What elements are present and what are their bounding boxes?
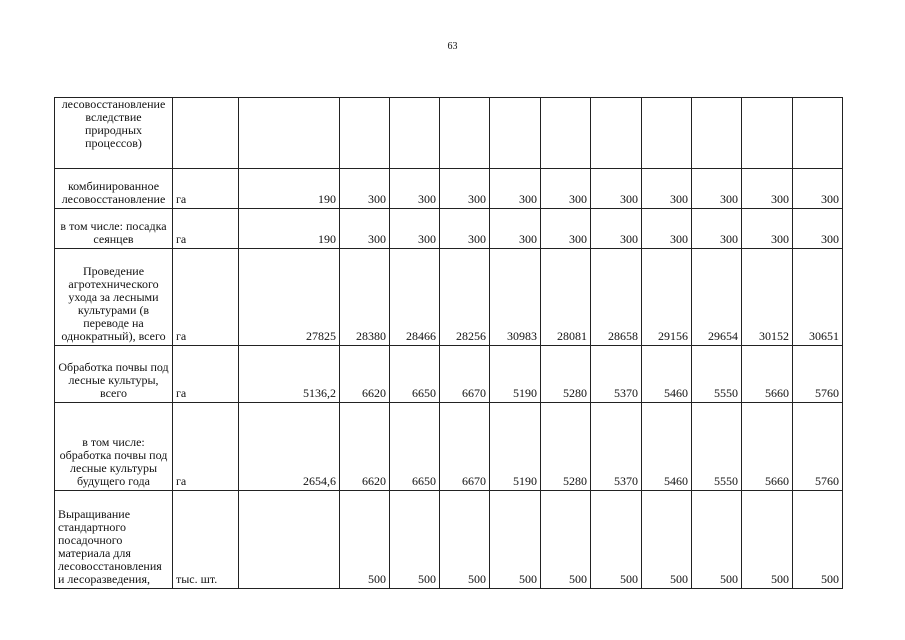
row-label: в том числе: обработка почвы под лесные культуры будущего года xyxy=(55,403,173,491)
value-cell: 300 xyxy=(440,169,490,209)
value-cell: 190 xyxy=(239,209,340,249)
value-cell xyxy=(642,98,692,169)
table-row xyxy=(55,491,843,589)
value-cell: 6650 xyxy=(390,403,440,491)
row-label: Обработка почвы под лесные культуры, всего xyxy=(55,346,173,403)
value-cell: 190 xyxy=(239,169,340,209)
value-cell: 300 xyxy=(692,209,742,249)
value-cell: 6650 xyxy=(390,346,440,403)
value-cell xyxy=(340,98,390,169)
value-cell: 5760 xyxy=(793,346,843,403)
value-cell: 28380 xyxy=(340,249,390,346)
value-cell: 500 xyxy=(692,491,742,589)
value-cell: 500 xyxy=(541,491,591,589)
value-cell: 500 xyxy=(642,491,692,589)
value-cell: 300 xyxy=(793,209,843,249)
value-cell: 300 xyxy=(642,169,692,209)
value-cell: 300 xyxy=(642,209,692,249)
value-cell: 300 xyxy=(340,209,390,249)
value-cell: 300 xyxy=(390,209,440,249)
value-cell: 300 xyxy=(541,169,591,209)
value-cell: 30651 xyxy=(793,249,843,346)
value-cell: 300 xyxy=(541,209,591,249)
value-cell: 5280 xyxy=(541,346,591,403)
row-label: Выращивание стандартного посадочного материала для лесовосстановления и лесоразведения, xyxy=(55,491,173,589)
value-cell: 6670 xyxy=(440,403,490,491)
value-cell: 27825 xyxy=(239,249,340,346)
value-cell: 300 xyxy=(490,169,541,209)
value-cell: 30983 xyxy=(490,249,541,346)
value-cell xyxy=(239,491,340,589)
value-cell: 2654,6 xyxy=(239,403,340,491)
value-cell xyxy=(591,98,642,169)
table-row xyxy=(55,346,843,403)
value-cell: 500 xyxy=(793,491,843,589)
value-cell: 30152 xyxy=(742,249,793,346)
table-row xyxy=(55,403,843,491)
value-cell: 29156 xyxy=(642,249,692,346)
value-cell: 5760 xyxy=(793,403,843,491)
value-cell: 28081 xyxy=(541,249,591,346)
value-cell xyxy=(742,98,793,169)
value-cell: 300 xyxy=(490,209,541,249)
unit-cell: га xyxy=(173,249,239,346)
unit-cell: тыс. шт. xyxy=(173,491,239,589)
value-cell xyxy=(692,98,742,169)
unit-cell: га xyxy=(173,346,239,403)
value-cell xyxy=(490,98,541,169)
value-cell: 300 xyxy=(793,169,843,209)
value-cell: 6620 xyxy=(340,403,390,491)
value-cell: 500 xyxy=(591,491,642,589)
value-cell: 5370 xyxy=(591,346,642,403)
value-cell: 5280 xyxy=(541,403,591,491)
value-cell: 500 xyxy=(490,491,541,589)
row-label: комбинированное лесовосстановление xyxy=(55,169,173,209)
value-cell: 5660 xyxy=(742,403,793,491)
value-cell: 5190 xyxy=(490,346,541,403)
table-row xyxy=(55,249,843,346)
value-cell: 5460 xyxy=(642,346,692,403)
value-cell: 300 xyxy=(591,169,642,209)
value-cell: 5660 xyxy=(742,346,793,403)
value-cell: 5550 xyxy=(692,346,742,403)
value-cell: 5190 xyxy=(490,403,541,491)
value-cell: 500 xyxy=(440,491,490,589)
table-row xyxy=(55,169,843,209)
value-cell: 28256 xyxy=(440,249,490,346)
value-cell: 28658 xyxy=(591,249,642,346)
unit-cell xyxy=(173,98,239,169)
forestry-table xyxy=(54,97,843,589)
table-row xyxy=(55,98,843,169)
unit-cell: га xyxy=(173,403,239,491)
value-cell: 5370 xyxy=(591,403,642,491)
value-cell: 29654 xyxy=(692,249,742,346)
value-cell: 300 xyxy=(440,209,490,249)
value-cell xyxy=(390,98,440,169)
table-row xyxy=(55,209,843,249)
value-cell: 300 xyxy=(591,209,642,249)
value-cell: 300 xyxy=(390,169,440,209)
value-cell xyxy=(440,98,490,169)
page-number: 63 xyxy=(447,41,458,52)
value-cell xyxy=(541,98,591,169)
value-cell xyxy=(793,98,843,169)
value-cell xyxy=(239,98,340,169)
value-cell: 300 xyxy=(340,169,390,209)
value-cell: 500 xyxy=(390,491,440,589)
value-cell: 5550 xyxy=(692,403,742,491)
unit-cell: га xyxy=(173,209,239,249)
value-cell: 300 xyxy=(742,209,793,249)
value-cell: 6620 xyxy=(340,346,390,403)
value-cell: 5136,2 xyxy=(239,346,340,403)
value-cell: 6670 xyxy=(440,346,490,403)
value-cell: 28466 xyxy=(390,249,440,346)
row-label: в том числе: посадка сеянцев xyxy=(55,209,173,249)
row-label: Проведение агротехнического ухода за лесными культурами (в переводе на однократный), всего xyxy=(55,249,173,346)
unit-cell: га xyxy=(173,169,239,209)
value-cell: 500 xyxy=(742,491,793,589)
value-cell: 300 xyxy=(692,169,742,209)
value-cell: 500 xyxy=(340,491,390,589)
value-cell: 5460 xyxy=(642,403,692,491)
value-cell: 300 xyxy=(742,169,793,209)
row-label: лесовосстановление вследствие природных процессов) xyxy=(55,98,173,169)
